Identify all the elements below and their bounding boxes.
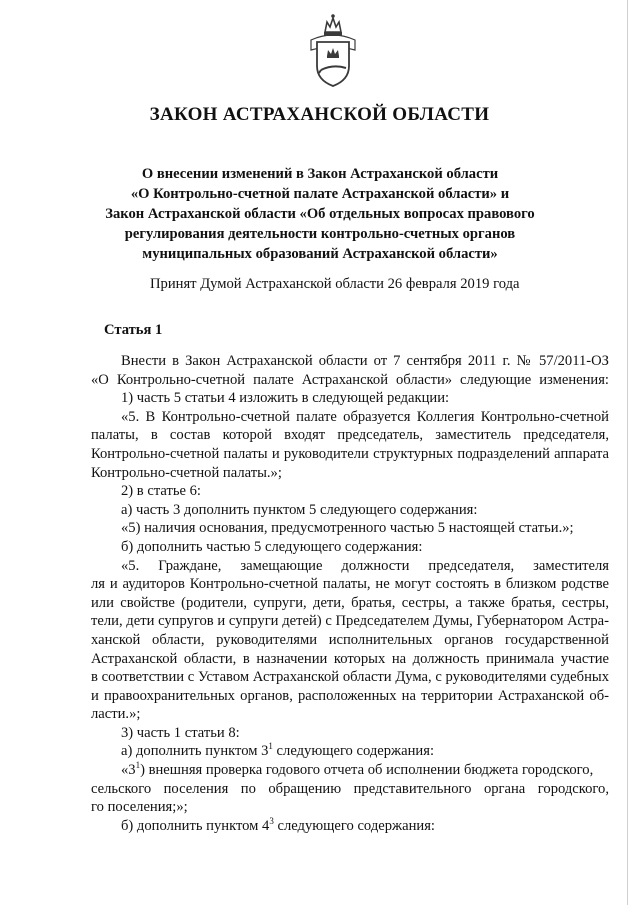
body-line: ханской области, руководителями исполнительных органов государственной	[91, 631, 609, 648]
body-line: 3) часть 1 статьи 8:	[121, 724, 240, 741]
body-text: следующего содержания:	[272, 743, 435, 760]
body-line: ласти.»;	[91, 706, 141, 723]
superscript: 1	[268, 741, 273, 752]
body-line: 2) в статье 6:	[121, 483, 201, 500]
body-line: или свойстве (родители, супруги, дети, братья, сестры, а также братья, сестры,	[91, 594, 609, 611]
body-line: Контрольно-счетной палаты.»;	[91, 464, 282, 481]
body-line: 1) часть 5 статьи 4 изложить в следующей редакции:	[121, 390, 450, 407]
superscript: 3	[269, 815, 274, 826]
body-line: Внести в Закон Астраханской области от 7 сентября 2011 г. № 57/2011-ОЗ	[121, 353, 609, 369]
body-line: ля и аудиторов Контрольно-счетной палаты, не могут состоять в близком родстве	[91, 576, 609, 593]
law-title: ЗАКОН АСТРАХАНСКОЙ ОБЛАСТИ	[149, 104, 490, 125]
body-text: а) дополнить пунктом 3	[121, 743, 269, 760]
body-text: ) внешняя проверка годового отчета об исполнении бюджета городского,	[140, 762, 594, 779]
body-line: б) дополнить частью 5 следующего содержания:	[121, 538, 423, 555]
body-line: Астраханской области, в назначении которых на должность принимала участие	[91, 650, 609, 667]
body-line: Контрольно-счетной палаты и руководители структурных подразделений аппарата	[91, 445, 609, 462]
body-line: в соответствии с Уставом Астраханской области Дума, с руководителями судебных	[91, 669, 609, 686]
body-line: а) часть 3 дополнить пунктом 5 следующего содержания:	[121, 501, 478, 518]
body-line	[91, 761, 609, 780]
law-subject	[90, 164, 550, 264]
body-line: и правоохранительных органов, расположенных на территории Астраханской об-	[91, 687, 609, 704]
body-text: б) дополнить пунктом 4	[121, 817, 270, 834]
subject-line: регулирования деятельности контрольно-счетных органов	[124, 226, 516, 242]
body-text: следующего содержания:	[273, 817, 435, 834]
subject-line: Закон Астраханской области «Об отдельных вопросах правового	[105, 206, 535, 222]
body-line: тели, дети супругов и супруги детей) с Председателем Думы, Губернатором Астра-	[91, 613, 609, 630]
body-line: палаты, в состав которой входят председатель, заместитель председателя,	[91, 427, 609, 444]
subject-line: «О Контрольно-счетной палате Астраханской области» и	[130, 186, 510, 202]
article-heading: Статья 1	[104, 322, 163, 338]
body-text: «3	[121, 762, 136, 779]
body-line: сельского поселения по обращению представительного органа городского,	[91, 780, 609, 797]
subject-line: муниципальных образований Астраханской области»	[142, 246, 498, 262]
body-line	[91, 742, 609, 761]
article-body	[91, 352, 609, 835]
superscript: 1	[135, 760, 141, 771]
body-line: «5. Граждане, замещающие должности председателя, заместителя	[121, 557, 609, 574]
adoption-statement: Принят Думой Астраханской области 26 февраля 2019 года	[150, 276, 520, 292]
astrakhan-coat-of-arms-icon	[303, 10, 363, 90]
body-line	[91, 817, 609, 836]
scan-edge-line	[627, 0, 628, 905]
body-line: го поселения;»;	[91, 799, 188, 816]
body-line: «О Контрольно-счетной палате Астраханской области» следующие изменения:	[91, 371, 609, 388]
body-line: «5) наличия основания, предусмотренного частью 5 настоящей статьи.»;	[121, 520, 574, 537]
subject-line: О внесении изменений в Закон Астраханской области	[141, 166, 499, 182]
body-line: «5. В Контрольно-счетной палате образуется Коллегия Контрольно-счетной	[121, 408, 609, 425]
